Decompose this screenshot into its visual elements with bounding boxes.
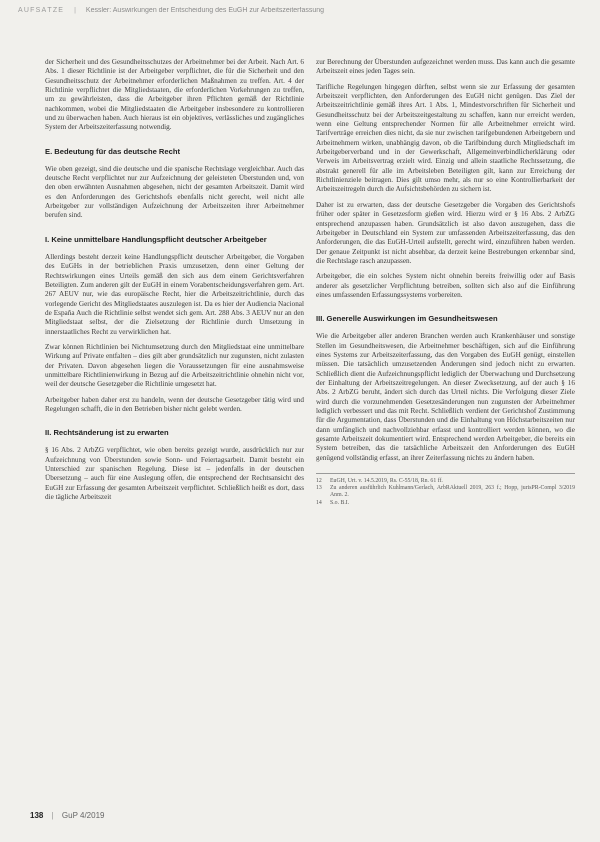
paragraph: Wie die Arbeitgeber aller anderen Branchen werden auch Krankenhäuser und sonstige Stellen im Gesundheitswesen, die Arbeitnehmer beschäftigen, sich auf die Einführung eines Systems zur Arbeitszeiterfassung, das den Vorgaben des EuGH genügt, einstellen müssen. Die tatsächlich umzusetzenden Änderungen sind jedoch nicht zu erwarten. Schließlich dient die Aufzeichnungspflicht lediglich der Überwachung und Durchsetzung der Einhaltung der Arbeitszeitregelungen. An dieser Zwecksetzung, auf der auch § 16 Abs. 2 ArbZG beruht, ändert sich durch das Urteil nichts. Die Verfolgung dieser Ziele wird durch die vorzunehmenden Gesetzesänderungen nun zugunsten der Arbeitnehmer lediglich verbessert und das mit Recht. Schließlich verdient der Gerichtshof Zustimmung für die Argumentation, dass Überstunden und die Einhaltung von Höchstarbeitszeiten nur dann umfänglich und nachvollziehbar erfasst und kontrolliert werden können, wo die gesamte Arbeitszeit dokumentiert wird. Entsprechend werden Arbeitgeber, die bereits ein System betreiben, das die tatsächliche Arbeitszeit den Anforderungen des EuGH genügend vollständig erfasst, an ihrer Zeiterfassung nichts zu ändern haben. — [316, 332, 575, 462]
footnote-number: 14 — [316, 499, 322, 506]
paragraph: Tarifliche Regelungen hingegen dürften, selbst wenn sie zur Erfassung der gesamten Arbeitszeit verpflichten, den Anforderungen des EuGH nicht genügen. Das Ziel der Arbeitszeitrichtlinie gemäß ihres Art. 1 Abs. 1, Mindestvorschriften für Sicherheit und Gesundheitsschutz bei der Arbeitszeitgestaltung zu schaffen, kann nur erreicht werden, wenn eine Geltung entsprechender Normen für alle Arbeitnehmer erreicht wird. Tarifverträge erreichen dies nicht, da sie nur zwischen tarifgebundenen Arbeitgebern und Arbeitnehmern wirken, unabhängig davon, ob die Tarifbindung durch Mitgliedschaft im Arbeitgeberverband und in der Gewerkschaft, Allgemeinverbindlicherklärung oder Verweis im Arbeitsvertrag erzielt wird. Einzig und allein staatliche Rechtssetzung, die abstrakt generell für alle im Arbeitsleben Beteiligten gilt, kann zur Erreichung der Richtlinienziele beitragen. Dies gilt umso mehr, als nur so eine Kontrollierbarkeit der Arbeitszeitregeln durch die Aufsichtsbehörden zu sichern ist. — [316, 82, 575, 194]
footnote-text: EuGH, Urt. v. 14.5.2019, Rs. C-55/18, Rn. 61 ff. — [330, 478, 443, 485]
footnotes — [316, 473, 575, 507]
running-header — [18, 7, 584, 21]
section-heading-E: E. Bedeutung für das deutsche Recht — [45, 146, 181, 156]
paragraph: Daher ist zu erwarten, dass der deutsche Gesetzgeber die Vorgaben des Gerichtshofs früher oder später in Gesetzesform gießen wird. Hierzu wird er § 16 Abs. 2 ArbZG entsprechend anzupassen haben. Grundsätzlich ist also davon auszugehen, dass die Arbeitgeber in Deutschland ein System zur umfassenden Arbeitszeiterfassung, das den Anforderungen, die das EuGH-Urteil aufstellt, gerecht wird, einzuführen haben werden. Der genaue Zeitpunkt ist nicht absehbar, da derzeit keine Bestrebungen erkennbar sind, die Rechtslage rasch anzupassen. — [316, 200, 575, 265]
footnote-text: Zu anderen ausführlich Kuhlmann/Gerlach, ArbRAktuell 2019, 263 f.; Hopp, jurisPR-Compl 3/2019 Anm. 2. — [330, 485, 575, 499]
paragraph: Arbeitgeber, die ein solches System nicht ohnehin bereits freiwillig oder auf Basis anderer als gesetzlicher Verpflichtung betreiben, sollten sich also auf die Einführung eines umfassenden Erfassungssystems vorbereiten. — [316, 272, 575, 299]
section-heading-I: I. Keine unmittelbare Handlungspflicht deutscher Arbeitgeber — [45, 234, 267, 244]
right-column — [316, 58, 575, 507]
section-heading-III: III. Generelle Auswirkungen im Gesundheitswesen — [316, 314, 498, 324]
footer-separator: | — [51, 811, 54, 820]
paragraph: Wie oben gezeigt, sind die deutsche und die spanische Rechtslage vergleichbar. Auch das deutsche Recht verpflichtet nur zur Aufzeichnung der geleisteten Überstunden und, von den oben erwähnten Ausnahmen abgesehen, nicht der gesamten Arbeitszeit. Damit wird es den Anforderungen des Gerichtshofs ebenfalls nicht gerecht, weil nicht alle Arbeitgeber zur vollständigen Aufzeichnung der Arbeitszeiten ihrer Arbeitnehmer berufen sind. — [45, 164, 304, 220]
journal-issue: GuP 4/2019 — [61, 811, 105, 820]
paragraph: Allerdings besteht derzeit keine Handlungspflicht deutscher Arbeitgeber, die Vorgaben des EuGHs in der betrieblichen Praxis umzusetzen, denn einer Geltung der Rechtswirkungen eines Urteils gemäß den sich aus dem einem Gerichtsverfahren Beteiligten. Zum anderen gilt der EuGH in einem Vorabentscheidungsverfahren gem. Art. 267 AEUV nur, wie das europäische Recht, hier die Arbeitszeitrichtlinie, durch das vorlegende Gericht des Mitgliedstaates auszulegen ist. Da es hier der Audiencia Nacional de España Auch die Richtlinie selbst wendet sich gem. Art. 288 Abs. 3 AEUV nur an den Mitgliedstaat selbst, der die Zielsetzung der Richtlinie durch Umsetzung in innerstaatliches Recht zu verwirklichen hat. — [45, 252, 304, 336]
page-footer — [30, 811, 104, 823]
footnote — [316, 500, 575, 507]
footnote-text: S.o. B.I. — [330, 499, 350, 506]
footnote-number: 12 — [316, 478, 322, 485]
running-title: Kessler: Auswirkungen der Entscheidung des EuGH zur Arbeitszeiterfassung — [85, 7, 325, 14]
header-separator: | — [74, 7, 76, 14]
section-heading-II: II. Rechtsänderung ist zu erwarten — [45, 428, 169, 438]
section-label: AUFSÄTZE — [18, 7, 65, 14]
paragraph: der Sicherheit und des Gesundheitsschutzes der Arbeitnehmer bei der Arbeit. Nach Art. 6 Abs. 1 dieser Richtlinie ist der Arbeitgeber verpflichtet, die für die Sicherheit und den Gesundheitsschutz der Arbeitnehmer erforderlichen Maßnahmen zu treffen. Art. 4 der Richtlinie verpflichtet die Mitgliedstaaten, die erforderlichen Vorkehrungen zu treffen, um zu gewährleisten, dass die Arbeitgeber ihren Pflichten gemäß der Richtlinie nachkommen, wobei die Mitgliedstaaten die Arbeitgeber insbesondere zu kontrollieren und zu überwachen haben. Auch hieraus ist ein objektives, verlässliches und zugängliches System der Arbeitszeiterfassung notwendig. — [45, 58, 304, 132]
paragraph: zur Berechnung der Überstunden aufgezeichnet werden muss. Das kann auch die gesamte Arbeitszeit eines jeden Tages sein. — [316, 58, 575, 76]
left-column — [45, 58, 304, 508]
page-number: 138 — [30, 811, 44, 820]
paragraph: § 16 Abs. 2 ArbZG verpflichtet, wie oben bereits gezeigt wurde, ausdrücklich nur zur Aufzeichnung von Überstunden sowie Sonn- und Feiertagsarbeit. Damit besteht ein Unterschied zur spanischen Regelung. Diese ist – jedenfalls in der deutschen Übersetzung – auch für eine Auslegung offen, die entsprechend der Rechtsansicht des EuGH zur Erfassung der gesamten Arbeitszeit verpflichtet. Schließlich heißt es dort, dass die tägliche Arbeitszeit — [45, 446, 304, 502]
footnote-number: 13 — [316, 485, 322, 492]
footnote — [316, 485, 575, 499]
paragraph: Zwar können Richtlinien bei Nichtumsetzung durch den Mitgliedstaat eine unmittelbare Wirkung auf Private entfalten – dies gilt aber grundsätzlich nur zugunsten, nicht zulasten der Privaten. Davon abgesehen liegen die Voraussetzungen für eine ausnahmsweise unmittelbare Richtlinienwirkung in Bezug auf die Arbeitszeitrichtlinie ohnehin nicht vor, weil der deutsche Gesetzgeber die Richtlinie umgesetzt hat. — [45, 342, 304, 389]
paragraph: Arbeitgeber haben daher erst zu handeln, wenn der deutsche Gesetzgeber tätig wird und Regelungen schafft, die in den Betrieben bisher nicht gelebt werden. — [45, 395, 304, 413]
